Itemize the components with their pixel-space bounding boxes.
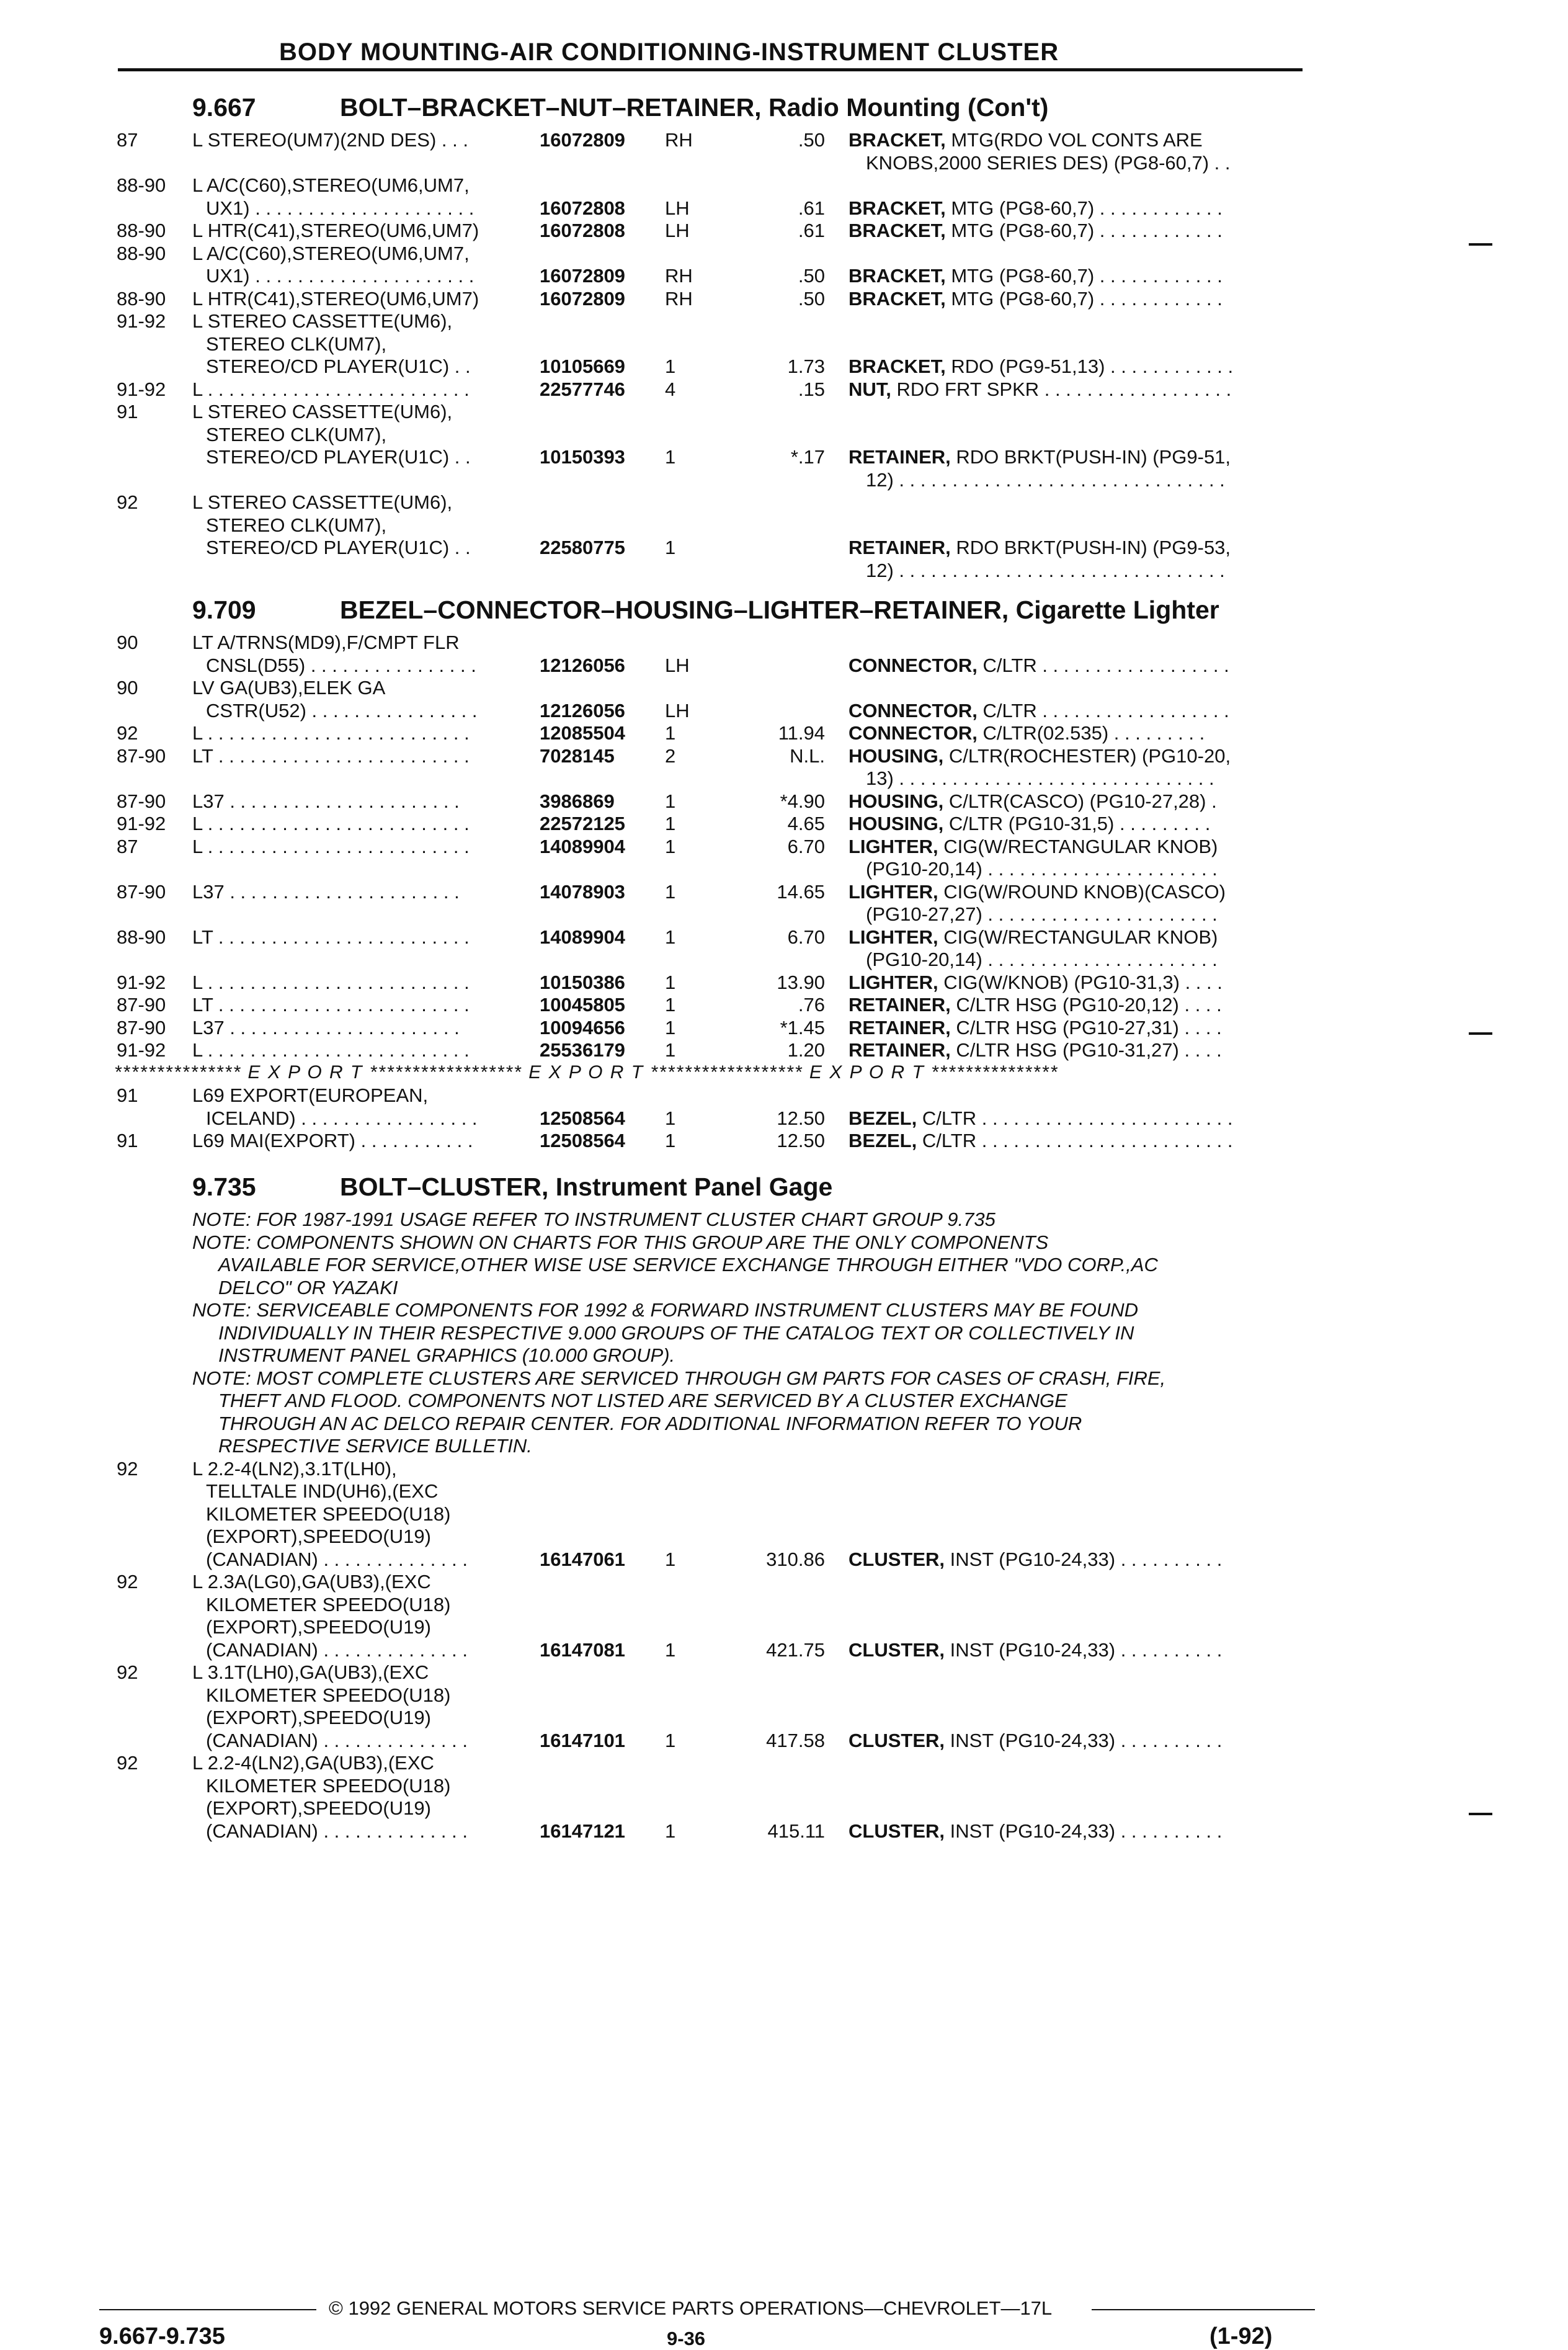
usage-description: (EXPORT),SPEEDO(U19) (206, 1616, 431, 1638)
part-name: LIGHTER, CIG(W/KNOB) (PG10-31,3) . . . . (849, 971, 1223, 993)
usage-description: L 3.1T(LH0),GA(UB3),(EXC (192, 1661, 429, 1683)
model-year: 91-92 (117, 813, 166, 834)
usage-description: L . . . . . . . . . . . . . . . . . . . . . . . . . (192, 835, 470, 857)
model-year: 87 (117, 835, 138, 857)
list-price: 6.70 (787, 926, 825, 948)
part-name: (PG10-27,27) . . . . . . . . . . . . . . . . . . . . . . (866, 903, 1218, 925)
footer-group-range: 9.667-9.735 (99, 2323, 225, 2349)
model-year: 87-90 (117, 880, 166, 903)
usage-description: STEREO CLK(UM7), (206, 514, 387, 536)
quantity: 1 (665, 880, 676, 903)
part-name: BRACKET, MTG (PG8-60,7) . . . . . . . . . . . . (849, 287, 1223, 310)
part-row (0, 994, 1568, 1017)
list-price: 13.90 (777, 971, 825, 993)
list-price: 14.65 (777, 880, 825, 903)
part-name: BEZEL, C/LTR . . . . . . . . . . . . . . . . . . . . . . . . (849, 1107, 1233, 1129)
list-price: *.17 (790, 446, 825, 468)
part-name: RETAINER, RDO BRKT(PUSH-IN) (PG9-53, (849, 537, 1231, 558)
list-price: 1.20 (787, 1039, 825, 1061)
part-row (0, 1039, 1568, 1062)
part-name: LIGHTER, CIG(W/RECTANGULAR KNOB) (849, 926, 1218, 948)
section-note: NOTE: SERVICEABLE COMPONENTS FOR 1992 & FORWARD INSTRUMENT CLUSTERS MAY BE FOUND (192, 1299, 1139, 1321)
section-title: BOLT–BRACKET–NUT–RETAINER, Radio Mounting (Con't) (340, 93, 1049, 122)
usage-description: (EXPORT),SPEEDO(U19) (206, 1797, 431, 1819)
model-year: 87-90 (117, 1016, 166, 1039)
usage-description: LT . . . . . . . . . . . . . . . . . . . . . . . . (192, 994, 470, 1016)
quantity: 1 (665, 1130, 676, 1151)
model-year: 87 (117, 129, 138, 151)
margin-tick (1469, 1813, 1492, 1815)
part-row (0, 745, 1568, 790)
part-number: 12126056 (540, 654, 625, 676)
quantity: 1 (665, 446, 676, 468)
list-price: *1.45 (780, 1016, 825, 1039)
part-number: 12126056 (540, 699, 625, 722)
quantity: RH (665, 287, 693, 310)
part-name: CLUSTER, INST (PG10-24,33) . . . . . . . . . . (849, 1820, 1223, 1842)
export-divider: *************** E X P O R T ****************** E X P O R T ****************** E X P O R T *************** (114, 1061, 1059, 1083)
list-price: 12.50 (777, 1130, 825, 1151)
usage-description: TELLTALE IND(UH6),(EXC (206, 1480, 439, 1502)
model-year: 88-90 (117, 220, 166, 241)
usage-description: L 2.3A(LG0),GA(UB3),(EXC (192, 1571, 431, 1593)
part-number: 16072809 (540, 265, 625, 287)
quantity: 1 (665, 1548, 676, 1570)
section-note: AVAILABLE FOR SERVICE,OTHER WISE USE SERVICE EXCHANGE THROUGH EITHER "VDO CORP.,AC (218, 1254, 1158, 1276)
usage-description: L37 . . . . . . . . . . . . . . . . . . . . . . (192, 880, 460, 903)
footer-rule-left (99, 2309, 316, 2310)
model-year: 88-90 (117, 242, 166, 264)
quantity: 1 (665, 1107, 676, 1129)
section-note: RESPECTIVE SERVICE BULLETIN. (218, 1435, 532, 1457)
quantity: LH (665, 654, 690, 676)
model-year: 91 (117, 1130, 138, 1151)
part-number: 16072808 (540, 220, 625, 241)
list-price: 6.70 (787, 835, 825, 857)
margin-tick (1469, 243, 1492, 246)
section-note: THEFT AND FLOOD. COMPONENTS NOT LISTED ARE SERVICED BY A CLUSTER EXCHANGE (218, 1390, 1067, 1411)
part-row (0, 1084, 1568, 1130)
usage-description: (CANADIAN) . . . . . . . . . . . . . . (206, 1548, 468, 1570)
usage-description: L STEREO CASSETTE(UM6), (192, 401, 453, 422)
part-number: 10105669 (540, 355, 625, 377)
part-number: 14089904 (540, 835, 625, 857)
part-row (0, 972, 1568, 994)
list-price: 11.94 (778, 722, 825, 744)
quantity: 2 (665, 744, 676, 767)
model-year: 88-90 (117, 926, 166, 948)
model-year: 87-90 (117, 994, 166, 1016)
part-name: 12) . . . . . . . . . . . . . . . . . . . . . . . . . . . . . . . (866, 559, 1225, 581)
part-name: RETAINER, C/LTR HSG (PG10-20,12) . . . . (849, 994, 1222, 1016)
part-row (0, 401, 1568, 491)
part-row (0, 1017, 1568, 1040)
usage-description: LV GA(UB3),ELEK GA (192, 677, 386, 699)
usage-description: STEREO/CD PLAYER(U1C) . . (206, 355, 471, 377)
quantity: LH (665, 699, 690, 722)
list-price: N.L. (790, 744, 825, 767)
usage-description: (EXPORT),SPEEDO(U19) (206, 1526, 431, 1547)
section-number: 9.667 (192, 93, 256, 122)
usage-description: KILOMETER SPEEDO(U18) (206, 1503, 451, 1525)
part-name: CLUSTER, INST (PG10-24,33) . . . . . . . . . . (849, 1638, 1223, 1661)
part-name: HOUSING, C/LTR (PG10-31,5) . . . . . . . . . (849, 813, 1211, 834)
model-year: 91-92 (117, 1039, 166, 1061)
part-number: 12085504 (540, 722, 625, 744)
footer-page-number: 9-36 (667, 2328, 706, 2349)
section-number: 9.709 (192, 596, 256, 624)
part-row (0, 1458, 1568, 1571)
list-price: .50 (798, 129, 825, 151)
part-number: 7028145 (540, 744, 615, 767)
usage-description: L 2.2-4(LN2),GA(UB3),(EXC (192, 1752, 434, 1774)
usage-description: L A/C(C60),STEREO(UM6,UM7, (192, 174, 470, 196)
part-name: LIGHTER, CIG(W/ROUND KNOB)(CASCO) (849, 880, 1226, 903)
part-name: CONNECTOR, C/LTR . . . . . . . . . . . . . . . . . . (849, 699, 1229, 722)
part-name: BRACKET, MTG (PG8-60,7) . . . . . . . . . . . . (849, 197, 1223, 219)
part-number: 22577746 (540, 378, 625, 400)
usage-description: L . . . . . . . . . . . . . . . . . . . . . . . . . (192, 378, 470, 400)
usage-description: LT . . . . . . . . . . . . . . . . . . . . . . . . (192, 744, 470, 767)
part-name: CONNECTOR, C/LTR(02.535) . . . . . . . . . (849, 722, 1205, 744)
part-name: HOUSING, C/LTR(ROCHESTER) (PG10-20, (849, 744, 1231, 767)
part-row (0, 1130, 1568, 1153)
usage-description: L . . . . . . . . . . . . . . . . . . . . . . . . . (192, 971, 470, 993)
usage-description: KILOMETER SPEEDO(U18) (206, 1684, 451, 1706)
usage-description: L STEREO CASSETTE(UM6), (192, 310, 453, 332)
part-number: 10045805 (540, 994, 625, 1016)
model-year: 91 (117, 401, 138, 422)
usage-description: (CANADIAN) . . . . . . . . . . . . . . (206, 1638, 468, 1661)
model-year: 91-92 (117, 378, 166, 400)
quantity: 1 (665, 1638, 676, 1661)
part-number: 14089904 (540, 926, 625, 948)
model-year: 92 (117, 1457, 138, 1480)
part-name: 12) . . . . . . . . . . . . . . . . . . . . . . . . . . . . . . . (866, 468, 1225, 491)
list-price: 421.75 (766, 1638, 825, 1661)
model-year: 87-90 (117, 790, 166, 812)
footer-copyright: © 1992 GENERAL MOTORS SERVICE PARTS OPERATIONS—CHEVROLET—17L (329, 2297, 1053, 2319)
section-title: BOLT–CLUSTER, Instrument Panel Gage (340, 1173, 833, 1201)
part-name: NUT, RDO FRT SPKR . . . . . . . . . . . . . . . . . . (849, 378, 1232, 400)
usage-description: L69 EXPORT(EUROPEAN, (192, 1084, 429, 1106)
part-number: 10094656 (540, 1016, 625, 1039)
usage-description: STEREO CLK(UM7), (206, 423, 387, 445)
usage-description: (CANADIAN) . . . . . . . . . . . . . . (206, 1729, 468, 1751)
model-year: 92 (117, 1752, 138, 1774)
part-row (0, 722, 1568, 745)
list-price: .50 (798, 265, 825, 287)
quantity: 1 (665, 790, 676, 812)
usage-description: L 2.2-4(LN2),3.1T(LH0), (192, 1457, 397, 1480)
list-price: .61 (798, 220, 825, 241)
list-price: 4.65 (787, 813, 825, 834)
model-year: 90 (117, 677, 138, 699)
part-number: 16147081 (540, 1638, 625, 1661)
section-title: BEZEL–CONNECTOR–HOUSING–LIGHTER–RETAINER, Cigarette Lighter (340, 596, 1219, 624)
list-price: *4.90 (780, 790, 825, 812)
quantity: 1 (665, 971, 676, 993)
usage-description: L STEREO CASSETTE(UM6), (192, 491, 453, 513)
usage-description: STEREO/CD PLAYER(U1C) . . (206, 537, 471, 558)
part-name: BRACKET, MTG(RDO VOL CONTS ARE (849, 129, 1203, 151)
part-number: 22580775 (540, 537, 625, 558)
usage-description: UX1) . . . . . . . . . . . . . . . . . . . . . (206, 265, 474, 287)
section-note: DELCO" OR YAZAKI (218, 1276, 398, 1298)
part-name: HOUSING, C/LTR(CASCO) (PG10-27,28) . (849, 790, 1217, 812)
part-row (0, 836, 1568, 881)
footer-rule-right (1092, 2309, 1315, 2310)
footer-date: (1-92) (1209, 2323, 1273, 2349)
model-year: 91-92 (117, 971, 166, 993)
model-year: 92 (117, 491, 138, 513)
part-row (0, 220, 1568, 243)
part-row (0, 288, 1568, 311)
list-price: 310.86 (766, 1548, 825, 1570)
usage-description: L37 . . . . . . . . . . . . . . . . . . . . . . (192, 1016, 460, 1039)
usage-description: (CANADIAN) . . . . . . . . . . . . . . (206, 1820, 468, 1842)
section-note: NOTE: FOR 1987-1991 USAGE REFER TO INSTRUMENT CLUSTER CHART GROUP 9.735 (192, 1209, 996, 1230)
part-name: CONNECTOR, C/LTR . . . . . . . . . . . . . . . . . . (849, 654, 1229, 676)
usage-description: L . . . . . . . . . . . . . . . . . . . . . . . . . (192, 1039, 470, 1061)
quantity: 1 (665, 355, 676, 377)
usage-description: UX1) . . . . . . . . . . . . . . . . . . . . . (206, 197, 474, 219)
part-name: LIGHTER, CIG(W/RECTANGULAR KNOB) (849, 835, 1218, 857)
model-year: 92 (117, 722, 138, 744)
section-number: 9.735 (192, 1173, 256, 1201)
usage-description: L STEREO(UM7)(2ND DES) . . . (192, 129, 468, 151)
usage-description: L . . . . . . . . . . . . . . . . . . . . . . . . . (192, 722, 470, 744)
part-row (0, 926, 1568, 972)
part-number: 3986869 (540, 790, 615, 812)
quantity: 1 (665, 1729, 676, 1751)
part-number: 12508564 (540, 1130, 625, 1151)
usage-description: KILOMETER SPEEDO(U18) (206, 1593, 451, 1615)
quantity: 1 (665, 1016, 676, 1039)
model-year: 92 (117, 1571, 138, 1593)
usage-description: L . . . . . . . . . . . . . . . . . . . . . . . . . (192, 813, 470, 834)
list-price: 1.73 (787, 355, 825, 377)
part-number: 14078903 (540, 880, 625, 903)
section-note: INDIVIDUALLY IN THEIR RESPECTIVE 9.000 GROUPS OF THE CATALOG TEXT OR COLLECTIVELY IN (218, 1321, 1134, 1344)
usage-description: L HTR(C41),STEREO(UM6,UM7) (192, 287, 479, 310)
part-name: BRACKET, RDO (PG9-51,13) . . . . . . . . . . . . (849, 355, 1234, 377)
part-row (0, 1752, 1568, 1843)
usage-description: CNSL(D55) . . . . . . . . . . . . . . . . (206, 654, 476, 676)
list-price: 417.58 (766, 1729, 825, 1751)
part-number: 10150386 (540, 971, 625, 993)
part-name: (PG10-20,14) . . . . . . . . . . . . . . . . . . . . . . (866, 858, 1218, 880)
part-row (0, 310, 1568, 378)
part-number: 25536179 (540, 1039, 625, 1061)
part-row (0, 632, 1568, 677)
part-name: BEZEL, C/LTR . . . . . . . . . . . . . . . . . . . . . . . . (849, 1130, 1233, 1151)
list-price: .61 (798, 197, 825, 219)
quantity: 1 (665, 994, 676, 1016)
list-price: 12.50 (777, 1107, 825, 1129)
part-row (0, 129, 1568, 174)
model-year: 92 (117, 1661, 138, 1683)
model-year: 90 (117, 632, 138, 653)
quantity: LH (665, 197, 690, 219)
quantity: RH (665, 129, 693, 151)
model-year: 91 (117, 1084, 138, 1106)
margin-tick (1469, 1032, 1492, 1035)
usage-description: L A/C(C60),STEREO(UM6,UM7, (192, 242, 470, 264)
part-row (0, 491, 1568, 581)
quantity: 1 (665, 813, 676, 834)
part-number: 10150393 (540, 446, 625, 468)
quantity: RH (665, 265, 693, 287)
quantity: 4 (665, 378, 676, 400)
quantity: 1 (665, 1039, 676, 1061)
usage-description: ICELAND) . . . . . . . . . . . . . . . . . (206, 1107, 478, 1129)
usage-description: L HTR(C41),STEREO(UM6,UM7) (192, 220, 479, 241)
part-number: 16072809 (540, 129, 625, 151)
part-row (0, 813, 1568, 836)
quantity: LH (665, 220, 690, 241)
part-number: 16072808 (540, 197, 625, 219)
part-number: 22572125 (540, 813, 625, 834)
part-name: BRACKET, MTG (PG8-60,7) . . . . . . . . . . . . (849, 220, 1223, 241)
part-number: 16147101 (540, 1729, 625, 1751)
header-rule (118, 68, 1303, 71)
usage-description: L69 MAI(EXPORT) . . . . . . . . . . . (192, 1130, 473, 1151)
part-row (0, 243, 1568, 288)
part-row (0, 677, 1568, 722)
part-name: 13) . . . . . . . . . . . . . . . . . . . . . . . . . . . . . . (866, 767, 1214, 789)
part-name: RETAINER, C/LTR HSG (PG10-31,27) . . . . (849, 1039, 1222, 1061)
part-row (0, 1571, 1568, 1661)
part-number: 16147061 (540, 1548, 625, 1570)
quantity: 1 (665, 1820, 676, 1842)
part-row (0, 378, 1568, 401)
usage-description: (EXPORT),SPEEDO(U19) (206, 1707, 431, 1728)
model-year: 88-90 (117, 174, 166, 196)
usage-description: L37 . . . . . . . . . . . . . . . . . . . . . . (192, 790, 460, 812)
quantity: 1 (665, 537, 676, 558)
model-year: 91-92 (117, 310, 166, 332)
part-name: BRACKET, MTG (PG8-60,7) . . . . . . . . . . . . (849, 265, 1223, 287)
part-name: CLUSTER, INST (PG10-24,33) . . . . . . . . . . (849, 1729, 1223, 1751)
list-price: 415.11 (767, 1820, 825, 1842)
part-row (0, 1661, 1568, 1752)
part-name: RETAINER, RDO BRKT(PUSH-IN) (PG9-51, (849, 446, 1231, 468)
usage-description: LT A/TRNS(MD9),F/CMPT FLR (192, 632, 460, 653)
part-number: 12508564 (540, 1107, 625, 1129)
section-note: THROUGH AN AC DELCO REPAIR CENTER. FOR ADDITIONAL INFORMATION REFER TO YOUR (218, 1412, 1082, 1434)
list-price: .50 (798, 287, 825, 310)
part-number: 16072809 (540, 287, 625, 310)
part-name: CLUSTER, INST (PG10-24,33) . . . . . . . . . . (849, 1548, 1223, 1570)
part-row (0, 174, 1568, 220)
model-year: 87-90 (117, 744, 166, 767)
quantity: 1 (665, 722, 676, 744)
part-number: 16147121 (540, 1820, 625, 1842)
section-note: INSTRUMENT PANEL GRAPHICS (10.000 GROUP). (218, 1344, 675, 1366)
usage-description: KILOMETER SPEEDO(U18) (206, 1774, 451, 1797)
part-row (0, 790, 1568, 813)
model-year: 88-90 (117, 287, 166, 310)
part-name: RETAINER, C/LTR HSG (PG10-27,31) . . . . (849, 1016, 1222, 1039)
usage-description: STEREO/CD PLAYER(U1C) . . (206, 446, 471, 468)
part-name: (PG10-20,14) . . . . . . . . . . . . . . . . . . . . . . (866, 949, 1218, 970)
usage-description: CSTR(U52) . . . . . . . . . . . . . . . . (206, 699, 478, 722)
quantity: 1 (665, 835, 676, 857)
section-note: NOTE: MOST COMPLETE CLUSTERS ARE SERVICED THROUGH GM PARTS FOR CASES OF CRASH, FIRE, (192, 1367, 1166, 1389)
page-header: BODY MOUNTING-AIR CONDITIONING-INSTRUMENT CLUSTER (279, 38, 1059, 66)
part-row (0, 881, 1568, 926)
usage-description: LT . . . . . . . . . . . . . . . . . . . . . . . . (192, 926, 470, 948)
usage-description: STEREO CLK(UM7), (206, 333, 387, 355)
section-note: NOTE: COMPONENTS SHOWN ON CHARTS FOR THIS GROUP ARE THE ONLY COMPONENTS (192, 1231, 1049, 1253)
list-price: .15 (798, 378, 825, 400)
part-name: KNOBS,2000 SERIES DES) (PG8-60,7) . . (866, 151, 1231, 174)
list-price: .76 (798, 994, 825, 1016)
quantity: 1 (665, 926, 676, 948)
